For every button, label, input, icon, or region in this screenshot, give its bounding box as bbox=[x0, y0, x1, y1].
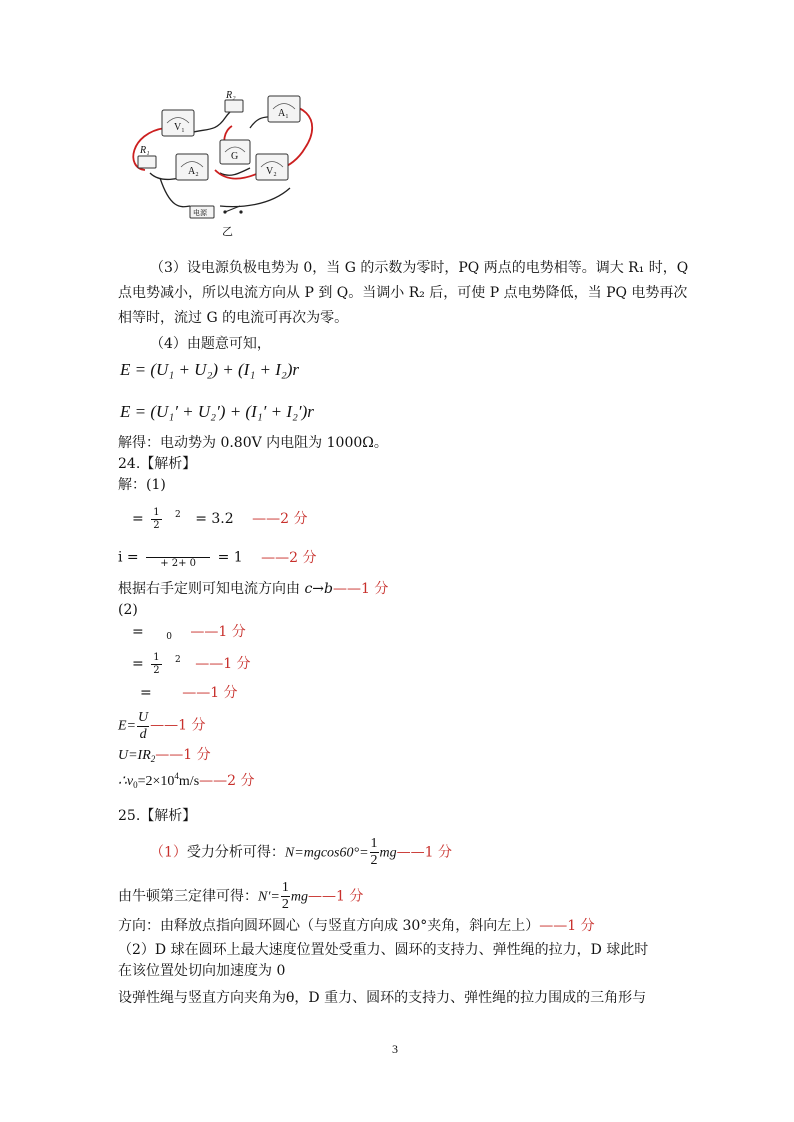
label-a1: A₁ bbox=[278, 108, 289, 119]
label-v2: V₂ bbox=[266, 166, 277, 177]
q23-p3-line2: 点电势减小，所以电流方向从 P 到 Q。当调小 R₂ 后，可使 P 点电势降低，当 PQ 电势再次 bbox=[118, 285, 688, 301]
q25-p4-line1: （2）D 球在圆环上最大速度位置处受重力、圆环的支持力、弹性绳的拉力，D 球此时 bbox=[118, 942, 649, 958]
q24-line7: E= $\frac{U}{d}$ ——1 分 bbox=[118, 710, 206, 742]
q25-p4-line2: 在该位置处切向加速度为 0 bbox=[118, 963, 286, 979]
figure-caption: 乙 bbox=[222, 225, 233, 238]
equation-1: E = (U₁ + U₂) + (I₁ + I₂)r bbox=[120, 360, 300, 379]
q25-p5-line1: 设弹性绳与竖直方向夹角为θ，D 重力、圆环的支持力、弹性绳的拉力围成的三角形与 bbox=[118, 990, 647, 1006]
q24-heading: 24.【解析】 bbox=[118, 456, 197, 472]
circuit-figure bbox=[120, 88, 330, 238]
q23-p4-line1: （4）由题意可知， bbox=[150, 336, 271, 352]
q24-line4: = $_0$ ——1 分 bbox=[132, 624, 246, 642]
q24-line6: = ——1 分 bbox=[140, 685, 238, 701]
q23-answer: 解得：电动势为 0.80V 内电阻为 1000Ω。 bbox=[118, 435, 388, 451]
label-r1: R₁ bbox=[140, 145, 150, 156]
q24-line1: = $\frac{1}{2}$ $^2$ = 3.2 ——2 分 bbox=[132, 506, 308, 531]
q25-p1: （1）受力分析可得：N=mgcos60°= $\frac{1}{2}$ mg——1 分 bbox=[150, 836, 453, 868]
q25-heading: 25.【解析】 bbox=[118, 808, 197, 824]
q24-line5: = $\frac{1}{2}$ $^2$ ——1 分 bbox=[132, 651, 251, 676]
q24-intro: 解：(1) bbox=[118, 477, 166, 493]
label-r2: R₂ bbox=[226, 90, 236, 101]
q25-p3: 方向：由释放点指向圆环圆心（与竖直方向成 30°夹角，斜向左上）——1 分 bbox=[118, 918, 595, 934]
q25-p2: 由牛顿第三定律可得：N′= $\frac{1}{2}$ mg——1 分 bbox=[118, 880, 364, 912]
page-number: 3 bbox=[392, 1042, 398, 1056]
label-v1: V₁ bbox=[174, 122, 185, 133]
equation-2: E = (U₁′ + U₂′) + (I₁′ + I₂′)r bbox=[120, 402, 314, 421]
label-g: G bbox=[231, 151, 239, 162]
q24-line8: $U=IR_2——1$ 分 bbox=[118, 747, 211, 764]
q24-line3: 根据右手定则可知电流方向由 c→b——1 分 bbox=[118, 581, 389, 597]
q24-part2: (2) bbox=[118, 602, 138, 618]
label-a2: A₂ bbox=[188, 166, 199, 177]
q23-p3-line1: （3）设电源负极电势为 0，当 G 的示数为零时，PQ 两点的电势相等。调大 R₁ 时，Q bbox=[150, 260, 689, 276]
q24-line2: i = + 2+ 0 = 1 ——2 分 bbox=[118, 545, 316, 570]
q24-line9: $\therefore v_0=2\times 10^4m/s——2$ 分 bbox=[118, 771, 255, 790]
label-battery: 电源 bbox=[193, 209, 207, 217]
q23-p3-line3: 相等时，流过 G 的电流可再次为零。 bbox=[118, 310, 349, 326]
